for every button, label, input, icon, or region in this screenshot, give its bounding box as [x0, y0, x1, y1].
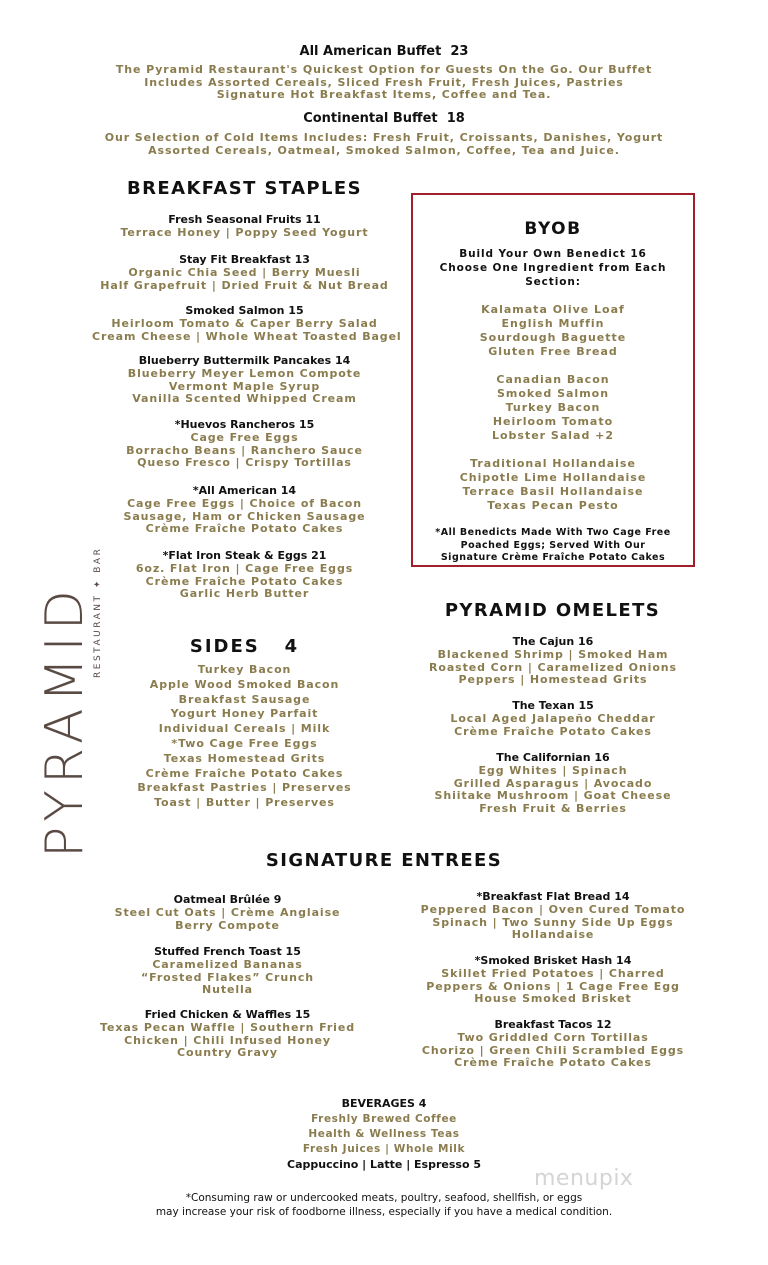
- menu-item-description: Grilled Asparagus | Avocado: [453, 776, 653, 790]
- signature-entrees-heading: SIGNATURE ENTREES: [265, 850, 503, 871]
- byob-option: Gluten Free Bread: [488, 345, 618, 358]
- side-item: Yogurt Honey Parfait: [170, 707, 319, 721]
- menu-item-description: Cage Free Eggs: [190, 431, 299, 444]
- menu-item-title: Fresh Seasonal Fruits 11: [168, 213, 321, 226]
- menu-item: [388, 635, 718, 687]
- menu-item-description: Crème Fraîche Potato Cakes: [454, 724, 652, 738]
- side-item: Individual Cereals | Milk: [158, 722, 331, 736]
- food-safety-disclaimer: [0, 1191, 768, 1219]
- menu-item: [388, 751, 718, 815]
- menu-item-title: Fried Chicken & Waffles 15: [144, 1008, 311, 1021]
- buffet-desc-line: Includes Assorted Cereals, Sliced Fresh Fruit, Fresh Juices, Pastries: [144, 75, 624, 89]
- byob-option: Texas Pecan Pesto: [487, 499, 619, 512]
- buffet-desc-line: The Pyramid Restaurant's Quickest Option for Guests On the Go. Our Buffet: [115, 63, 653, 76]
- beverage-line: Health & Wellness Teas: [308, 1128, 460, 1140]
- menu-item-description: Terrace Honey | Poppy Seed Yogurt: [120, 226, 369, 239]
- byob-note: [413, 527, 693, 565]
- side-item: Texas Homestead Grits: [163, 751, 326, 765]
- byob-box: [411, 193, 695, 567]
- buffet-desc-line: Our Selection of Cold Items Includes: Fresh Fruit, Croissants, Danishes, Yogurt: [104, 131, 664, 144]
- menu-item-description: Berry Compote: [175, 918, 280, 932]
- menu-item-description: Peppers & Onions | 1 Cage Free Egg: [426, 979, 680, 993]
- menu-item-title: Oatmeal Brûlée 9: [173, 893, 282, 906]
- menu-item-description: House Smoked Brisket: [474, 992, 632, 1005]
- byob-heading: BYOB: [524, 219, 582, 239]
- byob-desc-line: Build Your Own Benedict 16: [459, 248, 647, 260]
- byob-option: Sourdough Baguette: [479, 331, 627, 344]
- byob-breads: [413, 303, 693, 359]
- menu-item: [92, 213, 397, 240]
- beverage-line: Freshly Brewed Coffee: [311, 1113, 457, 1125]
- menu-item-description: Hollandaise: [511, 928, 595, 941]
- byob-desc-line: Section:: [525, 276, 581, 288]
- menu-item-description: Crème Fraîche Potato Cakes: [145, 522, 344, 535]
- menu-item-title: The Cajun 16: [512, 635, 594, 648]
- menu-item-title: *Smoked Brisket Hash 14: [474, 954, 632, 967]
- menu-item-description: Peppered Bacon | Oven Cured Tomato: [420, 903, 686, 916]
- side-item: Turkey Bacon: [197, 663, 292, 676]
- byob-desc-line: Choose One Ingredient from Each: [439, 262, 667, 274]
- menu-item: [388, 890, 718, 942]
- omelets-heading: PYRAMID OMELETS: [444, 600, 661, 621]
- menu-item-title: Breakfast Tacos 12: [494, 1018, 612, 1031]
- byob-option: English Muffin: [501, 317, 605, 330]
- menu-item-description: Country Gravy: [177, 1046, 278, 1059]
- menu-item-description: Peppers | Homestead Grits: [458, 673, 648, 686]
- menu-item-description: Organic Chia Seed | Berry Muesli: [128, 266, 361, 279]
- beverages-title: BEVERAGES 4: [341, 1097, 427, 1110]
- continental-buffet: [0, 111, 768, 157]
- menu-item-description: Sausage, Ham or Chicken Sausage: [123, 509, 366, 523]
- menupix-watermark: menupix: [534, 1166, 634, 1191]
- menu-item-description: Queso Fresco | Crispy Tortillas: [137, 456, 352, 469]
- buffet-desc-line: Assorted Cereals, Oatmeal, Smoked Salmon, Coffee, Tea and Juice.: [148, 143, 620, 157]
- beverage-line: Fresh Juices | Whole Milk: [302, 1143, 466, 1155]
- menu-item: [92, 354, 397, 406]
- sides-heading: [92, 636, 397, 657]
- side-item: Toast | Butter | Preserves: [154, 796, 335, 810]
- menu-item-title: *All American 14: [192, 484, 297, 497]
- all-american-buffet: [0, 44, 768, 102]
- menu-item: [70, 1008, 385, 1060]
- menu-item: [388, 954, 718, 1006]
- menu-item-title: Blueberry Buttermilk Pancakes 14: [138, 354, 351, 367]
- menu-item: [388, 1018, 718, 1070]
- menu-item: [92, 484, 397, 536]
- menu-item-title: *Flat Iron Steak & Eggs 21: [162, 549, 327, 562]
- byob-option: Heirloom Tomato: [492, 415, 614, 428]
- menu-item-description: Half Grapefruit | Dried Fruit & Nut Bread: [100, 278, 389, 292]
- byob-option: Turkey Bacon: [505, 401, 601, 414]
- menu-item-description: Garlic Herb Butter: [179, 587, 310, 600]
- side-item: Breakfast Pastries | Preserves: [137, 781, 352, 795]
- byob-note-line: Poached Eggs; Served With Our: [460, 539, 646, 551]
- menu-item-description: Local Aged Jalapeño Cheddar: [450, 712, 656, 725]
- menu-item-description: Fresh Fruit & Berries: [479, 801, 627, 815]
- menu-item-description: Chicken | Chili Infused Honey: [124, 1033, 331, 1047]
- menu-item-title: *Breakfast Flat Bread 14: [476, 890, 630, 903]
- menu-item-description: Texas Pecan Waffle | Southern Fried: [100, 1021, 355, 1034]
- byob-sauces: [413, 457, 693, 513]
- menu-item-description: Shiitake Mushroom | Goat Cheese: [434, 789, 672, 802]
- menu-item-description: Vermont Maple Syrup: [168, 379, 321, 393]
- byob-option: Smoked Salmon: [496, 387, 610, 400]
- menu-item: [70, 945, 385, 997]
- menu-item-description: Blueberry Meyer Lemon Compote: [127, 367, 362, 380]
- menu-item-description: “Frosted Flakes” Crunch: [141, 970, 314, 984]
- menu-item: [388, 699, 718, 738]
- menu-item-title: Smoked Salmon 15: [185, 304, 304, 317]
- side-item: Apple Wood Smoked Bacon: [149, 677, 340, 691]
- menu-item-description: Caramelized Bananas: [152, 958, 303, 971]
- menu-item-description: Borracho Beans | Ranchero Sauce: [126, 443, 363, 457]
- menu-item-title: Stuffed French Toast 15: [154, 945, 301, 958]
- menu-item: [70, 893, 385, 932]
- menu-item-description: Blackened Shrimp | Smoked Ham: [437, 648, 669, 661]
- menu-item-description: Steel Cut Oats | Crème Anglaise: [114, 906, 341, 919]
- sides-price: 4: [284, 636, 300, 657]
- menu-item-description: Chorizo | Green Chili Scrambled Eggs: [421, 1043, 685, 1057]
- side-item: Crème Fraîche Potato Cakes: [145, 766, 344, 780]
- menu-item-description: Cream Cheese | Whole Wheat Toasted Bagel: [92, 329, 402, 343]
- byob-option: Chipotle Lime Hollandaise: [459, 471, 647, 484]
- menu-item: [92, 253, 397, 292]
- side-item: *Two Cage Free Eggs: [171, 736, 318, 750]
- disclaimer-line: may increase your risk of foodborne illness, especially if you have a medical condition.: [155, 1206, 613, 1218]
- menu-item-description: 6oz. Flat Iron | Cage Free Eggs: [135, 562, 354, 575]
- byob-option: Canadian Bacon: [496, 373, 610, 386]
- menu-item-description: Crème Fraîche Potato Cakes: [454, 1056, 652, 1069]
- menu-item: [92, 418, 397, 470]
- menu-item-description: Nutella: [201, 983, 254, 996]
- menu-item-description: Spinach | Two Sunny Side Up Eggs: [432, 915, 674, 929]
- menu-item-title: Stay Fit Breakfast 13: [179, 253, 310, 266]
- menu-item-description: Egg Whites | Spinach: [478, 764, 628, 777]
- sides-list: [92, 663, 397, 811]
- menu-item-description: Heirloom Tomato & Caper Berry Salad: [111, 317, 378, 330]
- byob-note-line: *All Benedicts Made With Two Cage Free: [435, 527, 671, 538]
- byob-option: Lobster Salad +2: [491, 429, 615, 442]
- byob-option: Terrace Basil Hollandaise: [462, 485, 644, 498]
- logo-subtitle: RESTAURANT ✦ BAR: [93, 546, 103, 678]
- espresso-drinks: Cappuccino | Latte | Espresso 5: [287, 1158, 481, 1171]
- disclaimer-line: *Consuming raw or undercooked meats, poultry, seafood, shellfish, or eggs: [185, 1192, 583, 1204]
- side-item: Breakfast Sausage: [178, 692, 311, 706]
- menu-item-title: *Huevos Rancheros 15: [174, 418, 315, 431]
- byob-proteins: [413, 373, 693, 443]
- byob-option: Traditional Hollandaise: [470, 457, 636, 470]
- byob-option: Kalamata Olive Loaf: [481, 303, 625, 316]
- menu-item-description: Skillet Fried Potatoes | Charred: [441, 967, 665, 980]
- menu-item-title: The Texan 15: [512, 699, 594, 712]
- byob-description: [413, 247, 693, 289]
- menu-item-description: Two Griddled Corn Tortillas: [457, 1031, 649, 1044]
- all-american-buffet-title: All American Buffet 23: [299, 44, 469, 59]
- beverages: [0, 1097, 768, 1172]
- continental-buffet-title: Continental Buffet 18: [303, 111, 465, 126]
- menu-item-description: Cage Free Eggs | Choice of Bacon: [127, 497, 362, 510]
- buffet-desc-line: Signature Hot Breakfast Items, Coffee and Tea.: [216, 88, 552, 101]
- logo-word: PYRAMID: [35, 584, 95, 858]
- menu-item-description: Roasted Corn | Caramelized Onions: [429, 660, 677, 674]
- menu-item-description: Crème Fraîche Potato Cakes: [145, 574, 344, 588]
- sides-title: SIDES: [189, 636, 260, 657]
- breakfast-staples-heading: BREAKFAST STAPLES: [127, 178, 362, 199]
- menu-item-title: The Californian 16: [496, 751, 610, 764]
- menu-item: [92, 304, 402, 343]
- menu-item-description: Vanilla Scented Whipped Cream: [132, 392, 357, 405]
- menu-item: [92, 549, 397, 601]
- byob-note-line: Signature Crème Fraîche Potato Cakes: [440, 552, 666, 563]
